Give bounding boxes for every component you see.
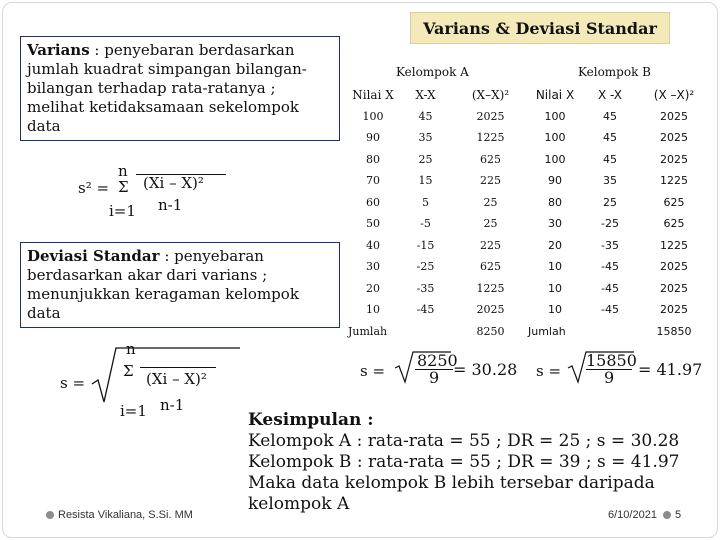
table-cell: -45 (601, 303, 619, 317)
column-header: Nilai X (352, 87, 394, 102)
varians-term: Varians (27, 41, 90, 59)
footer-author (46, 509, 193, 521)
conclusion-line: Maka data kelompok B lebih tersebar daripada (248, 473, 655, 493)
deviasi-numerator: (Xi – X)² (146, 370, 207, 388)
table-cell: 50 (366, 217, 380, 231)
bar-line (140, 367, 216, 368)
table-row (528, 256, 710, 278)
table-cell: 10 (366, 303, 380, 317)
conclusion (248, 410, 688, 515)
table-row (528, 278, 710, 300)
total-label: Jumlah (528, 324, 566, 338)
group-a-std-dev (355, 348, 525, 388)
table-row (348, 235, 528, 257)
table-cell: 35 (418, 131, 433, 145)
deviasi-sum-lower: i=1 (120, 402, 147, 420)
table-row (348, 256, 528, 278)
total-label: Jumlah (348, 324, 388, 338)
table-row (348, 299, 528, 321)
table-header-row (528, 84, 710, 106)
table-header-row (348, 84, 528, 106)
table-cell: 2025 (660, 131, 688, 145)
table-cell: 100 (544, 152, 566, 166)
footer-date-page (608, 509, 681, 521)
table-cell: 60 (366, 195, 380, 209)
footer-author-text: Resista Vikaliana, S.Si. MM (58, 509, 193, 521)
conclusion-line: Kelompok A : rata-rata = 55 ; DR = 25 ; s = 30.28 (248, 431, 680, 451)
varians-formula (78, 162, 248, 222)
column-header: (X –X)² (653, 87, 695, 102)
table-cell: 25 (418, 152, 433, 166)
conclusion-heading: Kesimpulan : (248, 410, 374, 430)
table-cell: 1225 (476, 131, 505, 145)
table-cell: 625 (663, 217, 685, 231)
table-cell (582, 321, 638, 343)
table-cell: 1225 (476, 281, 505, 295)
s-denominator: 9 (429, 368, 440, 387)
table-row (528, 192, 710, 214)
bullet-icon (663, 511, 671, 519)
table-row (348, 106, 528, 128)
table-cell: -25 (416, 260, 435, 274)
table-row (528, 235, 710, 257)
total-value: 15850 (656, 324, 692, 338)
table-cell: 45 (603, 109, 617, 123)
group-a-label: Kelompok A (396, 65, 469, 79)
varians-denominator: n-1 (158, 196, 183, 214)
table-cell: 25 (603, 195, 617, 209)
table-cell: 80 (366, 152, 380, 166)
table-cell: 2025 (660, 303, 688, 317)
conclusion-line: kelompok A (248, 494, 350, 514)
table-row (348, 149, 528, 171)
table-cell: 2025 (660, 152, 688, 166)
table-cell: 625 (663, 195, 685, 209)
table-row (348, 127, 528, 149)
table-cell: 25 (483, 195, 498, 209)
table-row (348, 192, 528, 214)
table-cell: 15 (418, 174, 433, 188)
slide-title (410, 12, 670, 44)
table-cell: 30 (548, 217, 562, 231)
s-numerator: 15850 (586, 351, 637, 370)
table-row (348, 213, 528, 235)
table-cell: 100 (544, 131, 566, 145)
table-cell: 10 (548, 303, 562, 317)
s-denominator: 9 (604, 368, 615, 387)
s-result: = 30.28 (453, 360, 518, 379)
table-row (528, 106, 710, 128)
table-cell: 20 (548, 238, 562, 252)
table-kelompok-b (528, 84, 710, 342)
deviasi-term: Deviasi Standar (27, 247, 160, 265)
deviasi-text: : penyebaran berdasarkan akar dari varians ; menunjukkan keragaman kelompok data (27, 247, 299, 322)
table-cell: 625 (480, 260, 501, 274)
table-row (528, 149, 710, 171)
table-cell: 2025 (476, 109, 505, 123)
table-cell: 45 (418, 109, 433, 123)
table-cell: 2025 (660, 260, 688, 274)
bar-line (136, 174, 226, 175)
table-cell: 90 (548, 174, 562, 188)
page-number: 5 (675, 509, 682, 521)
table-cell: 90 (366, 131, 380, 145)
s-label: s = (360, 362, 386, 380)
varians-lhs: s² = (78, 179, 110, 197)
sigma-symbol: Σ (118, 178, 129, 196)
table-cell: -25 (601, 217, 619, 231)
table-cell: 2025 (660, 109, 688, 123)
table-cell (398, 321, 453, 343)
table-cell: 2025 (476, 303, 505, 317)
table-cell: -45 (601, 281, 619, 295)
table-cell: 225 (480, 174, 501, 188)
varians-sum-upper: n (118, 162, 128, 180)
sigma-symbol: Σ (123, 362, 134, 380)
table-cell: 25 (483, 217, 498, 231)
table-row (528, 299, 710, 321)
table-cell: -15 (416, 238, 435, 252)
table-cell: 100 (362, 109, 384, 123)
deviasi-lhs: s = (60, 374, 86, 392)
table-cell: 20 (366, 281, 380, 295)
varians-text: : penyebaran berdasarkan jumlah kuadrat simpangan bilangan-bilangan terhadap rata-ratanya ; melihat ketidaksamaan sekelompok data (27, 41, 307, 135)
footer-date: 6/10/2021 (608, 509, 657, 521)
table-row (348, 278, 528, 300)
deviasi-sum-upper: n (126, 340, 136, 358)
table-cell: 625 (480, 152, 501, 166)
table-cell: -45 (416, 303, 435, 317)
table-cell: 40 (366, 238, 380, 252)
table-cell: 2025 (660, 281, 688, 295)
group-b-label: Kelompok B (578, 65, 651, 79)
column-header: (X–X)² (471, 87, 510, 102)
column-header: Nilai X (535, 87, 575, 102)
s-result: = 41.97 (638, 360, 703, 379)
table-cell: 80 (548, 195, 562, 209)
table-cell: 35 (603, 174, 617, 188)
table-kelompok-a (348, 84, 528, 342)
deviasi-denominator: n-1 (160, 396, 185, 414)
deviasi-definition (20, 242, 340, 328)
table-cell: 45 (603, 152, 617, 166)
table-cell: -35 (416, 281, 435, 295)
table-row (348, 170, 528, 192)
table-cell: 10 (548, 260, 562, 274)
table-cell: 225 (480, 238, 501, 252)
table-cell: 1225 (660, 174, 688, 188)
s-numerator: 8250 (417, 351, 458, 370)
group-b-std-dev (532, 348, 717, 388)
s-label: s = (536, 362, 562, 380)
table-cell: 1225 (660, 238, 688, 252)
column-header: X-X (415, 87, 436, 102)
varians-definition (20, 36, 340, 141)
table-total-row (528, 321, 710, 343)
table-cell: -5 (420, 217, 431, 231)
table-cell: 10 (548, 281, 562, 295)
table-row (528, 213, 710, 235)
slide-title-text: Varians & Deviasi Standar (423, 18, 657, 38)
column-header: X -X (598, 87, 622, 102)
table-cell: 30 (366, 260, 380, 274)
bullet-icon (46, 511, 54, 519)
table-row (528, 170, 710, 192)
table-cell: 100 (544, 109, 566, 123)
table-total-row (348, 321, 528, 343)
conclusion-line: Kelompok B : rata-rata = 55 ; DR = 39 ; s = 41.97 (248, 452, 680, 472)
table-cell: 5 (422, 195, 429, 209)
table-cell: -45 (601, 260, 619, 274)
table-cell: -35 (601, 238, 619, 252)
deviasi-formula (60, 340, 240, 420)
total-value: 8250 (476, 324, 505, 338)
varians-sum-lower: i=1 (109, 202, 136, 220)
table-cell: 70 (366, 174, 380, 188)
table-cell: 45 (603, 131, 617, 145)
varians-numerator: (Xi – X)² (143, 174, 204, 192)
table-row (528, 127, 710, 149)
